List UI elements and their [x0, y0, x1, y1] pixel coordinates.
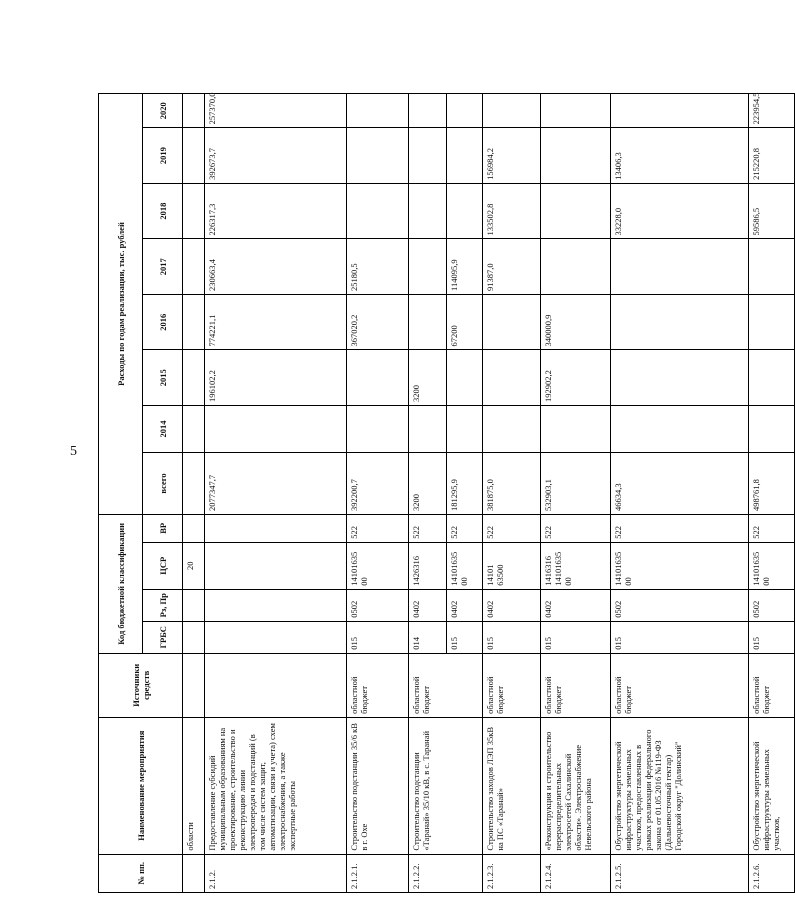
row-2014 — [541, 406, 611, 453]
row-total — [183, 453, 205, 515]
row-2014 — [483, 406, 541, 453]
row-grbs: 015 — [483, 621, 541, 653]
row-total: 392200,7 — [347, 453, 409, 515]
row-csr — [205, 542, 347, 589]
row-2017 — [541, 239, 611, 295]
header-total: всего — [143, 453, 183, 515]
header-year: 2017 — [143, 239, 183, 295]
table-row — [749, 94, 795, 893]
row-num: 2.1.2.5. — [611, 854, 749, 892]
row-name: «Реконструкция и строительство перераспределительных электросетей Сахалинской области». Электроснабжение Невельского района — [541, 717, 611, 854]
row-2014 — [409, 406, 447, 453]
row-grbs: 015 — [611, 621, 749, 653]
header-code: Код бюджетной классификации — [99, 514, 143, 653]
row-2020 — [183, 94, 205, 128]
row-2019: 215220,8 — [749, 128, 795, 184]
row-vr — [205, 514, 347, 542]
table-row — [483, 94, 541, 893]
row-name: Строительство заходов ЛЭП 35кВ на ПС «Таранай» — [483, 717, 541, 854]
row-2018 — [347, 183, 409, 239]
row-2020 — [409, 94, 447, 128]
row-rzpr: 0402 — [409, 589, 447, 621]
row-total: 498761,8 — [749, 453, 795, 515]
header-year: 2014 — [143, 406, 183, 453]
row-2019 — [541, 128, 611, 184]
budget-table — [98, 93, 795, 893]
row-total: 381875,0 — [483, 453, 541, 515]
row-num: 2.1.2.6. — [749, 854, 795, 892]
row-2016: 774221,1 — [205, 294, 347, 350]
header-year: 2020 — [143, 94, 183, 128]
row-name: Обустройство энергетической инфраструктуры земельных участков, предоставленных в рамках реализации федерального закона от 01.05.2016 №119-ФЗ (Дальневосточный гектар) Городской округ "Долинский" — [611, 717, 749, 854]
row-total: 2077347,7 — [205, 453, 347, 515]
header-rzpr: Рз, Пр — [143, 589, 183, 621]
row-grbs — [183, 621, 205, 653]
row-grbs: 015 — [447, 621, 483, 653]
row-2016 — [483, 294, 541, 350]
row-2018 — [183, 183, 205, 239]
row-2018 — [409, 183, 447, 239]
row-2017: 25180,5 — [347, 239, 409, 295]
row-name: области — [183, 717, 205, 854]
row-2015 — [749, 350, 795, 406]
row-source — [205, 653, 347, 717]
row-rzpr: 0502 — [611, 589, 749, 621]
row-grbs: 015 — [749, 621, 795, 653]
row-2016 — [183, 294, 205, 350]
row-csr: 14101635 00 — [347, 542, 409, 589]
row-2017: 230663,4 — [205, 239, 347, 295]
row-total: 46634,3 — [611, 453, 749, 515]
row-rzpr: 0402 — [447, 589, 483, 621]
row-2016: 367020,2 — [347, 294, 409, 350]
row-source — [183, 653, 205, 717]
table-row — [409, 94, 447, 893]
row-vr: 522 — [611, 514, 749, 542]
row-grbs: 015 — [541, 621, 611, 653]
table-row — [347, 94, 409, 893]
header-name: Наименование мероприятия — [99, 717, 183, 854]
row-2017 — [611, 239, 749, 295]
row-num — [183, 854, 205, 892]
row-rzpr: 0402 — [483, 589, 541, 621]
row-csr: 14101 63500 — [483, 542, 541, 589]
row-num: 2.1.2.1. — [347, 854, 409, 892]
row-2020: 257370,0 — [205, 94, 347, 128]
row-2016 — [611, 294, 749, 350]
header-year: 2016 — [143, 294, 183, 350]
row-rzpr: 0402 — [541, 589, 611, 621]
page-number: 5 — [70, 444, 77, 459]
row-2018: 226317,3 — [205, 183, 347, 239]
row-2019 — [447, 128, 483, 184]
row-2017 — [409, 239, 447, 295]
table-row — [183, 94, 205, 893]
row-total: 532903,1 — [541, 453, 611, 515]
row-num: 2.1.2.3. — [483, 854, 541, 892]
table-body — [183, 94, 795, 893]
header-num: № пп. — [99, 854, 183, 892]
header-grbs: ГРБС — [143, 621, 183, 653]
table-row — [205, 94, 347, 893]
row-2018 — [541, 183, 611, 239]
row-rzpr: 0502 — [749, 589, 795, 621]
row-2015: 3200 — [409, 350, 447, 406]
row-2016: 340000,9 — [541, 294, 611, 350]
row-2015: 196102,2 — [205, 350, 347, 406]
header-csr: ЦСР — [143, 542, 183, 589]
row-source: областной бюджет — [409, 653, 483, 717]
row-2019 — [409, 128, 447, 184]
row-2014 — [611, 406, 749, 453]
row-2014 — [205, 406, 347, 453]
row-2018: 133502,8 — [483, 183, 541, 239]
row-2016 — [409, 294, 447, 350]
row-2015 — [183, 350, 205, 406]
row-2015: 192902,2 — [541, 350, 611, 406]
row-source: областной бюджет — [611, 653, 749, 717]
row-vr: 522 — [447, 514, 483, 542]
row-csr: 1426316 — [409, 542, 447, 589]
row-2019 — [183, 128, 205, 184]
header-year: 2015 — [143, 350, 183, 406]
row-grbs — [205, 621, 347, 653]
row-csr: 1416316 14101635 00 — [541, 542, 611, 589]
row-2014 — [749, 406, 795, 453]
row-csr: 20 — [183, 542, 205, 589]
row-total: 3200 — [409, 453, 447, 515]
row-vr: 522 — [541, 514, 611, 542]
row-2015 — [447, 350, 483, 406]
row-grbs: 015 — [347, 621, 409, 653]
row-num: 2.1.2. — [205, 854, 347, 892]
header-year: 2018 — [143, 183, 183, 239]
row-2017 — [749, 239, 795, 295]
row-2017: 91387,0 — [483, 239, 541, 295]
row-name: Обустройство энергетической инфраструктуры земельных участков, — [749, 717, 795, 854]
row-2019 — [347, 128, 409, 184]
row-rzpr — [205, 589, 347, 621]
table-row — [541, 94, 611, 893]
row-2016 — [749, 294, 795, 350]
row-2014 — [347, 406, 409, 453]
row-rzpr — [183, 589, 205, 621]
row-2018: 33228,0 — [611, 183, 749, 239]
row-2019: 392673,7 — [205, 128, 347, 184]
header-expenses: Расходы по годам реализации, тыс. рублей — [99, 94, 143, 515]
row-name: Предоставление субсидий муниципальным образованиям на проектирование, строительство и реконструкцию линии электропередач и подстанций (в том числе систем защит, автоматизации, связи и учета) схем электроснабжения, а также экспертные работы — [205, 717, 347, 854]
row-2015 — [347, 350, 409, 406]
row-2015 — [611, 350, 749, 406]
row-name: Строительство подстанции 35/6 кВ в г. Охе — [347, 717, 409, 854]
header-source: Источники средств — [99, 653, 183, 717]
row-2020 — [611, 94, 749, 128]
row-vr: 522 — [483, 514, 541, 542]
row-csr: 14101635 00 — [447, 542, 483, 589]
row-2020 — [447, 94, 483, 128]
row-2017 — [183, 239, 205, 295]
row-2018 — [447, 183, 483, 239]
row-num: 2.1.2.2. — [409, 854, 483, 892]
row-2014 — [183, 406, 205, 453]
row-rzpr: 0502 — [347, 589, 409, 621]
row-2018: 59586,5 — [749, 183, 795, 239]
row-num: 2.1.2.4. — [541, 854, 611, 892]
rotated-table-container — [98, 92, 781, 893]
row-2019: 156984,2 — [483, 128, 541, 184]
row-2020 — [541, 94, 611, 128]
row-vr: 522 — [749, 514, 795, 542]
row-2015 — [483, 350, 541, 406]
row-total: 181295,9 — [447, 453, 483, 515]
row-source: областной бюджет — [483, 653, 541, 717]
table-row — [611, 94, 749, 893]
header-year: 2019 — [143, 128, 183, 184]
row-2020 — [483, 94, 541, 128]
row-2019: 13406,3 — [611, 128, 749, 184]
row-vr: 522 — [347, 514, 409, 542]
row-2014 — [447, 406, 483, 453]
row-csr: 14101635 00 — [749, 542, 795, 589]
row-2020 — [347, 94, 409, 128]
row-grbs: 014 — [409, 621, 447, 653]
row-2020: 223954,5 — [749, 94, 795, 128]
row-name: Строительство подстанции «Таранай» 35/10 кВ, в с. Таранай — [409, 717, 483, 854]
row-csr: 14101635 00 — [611, 542, 749, 589]
row-2017: 114095,9 — [447, 239, 483, 295]
row-source: областной бюджет — [347, 653, 409, 717]
row-source: областной бюджет — [749, 653, 795, 717]
row-2016: 67200 — [447, 294, 483, 350]
row-vr — [183, 514, 205, 542]
row-vr: 522 — [409, 514, 447, 542]
header-vr: ВР — [143, 514, 183, 542]
row-source: областной бюджет — [541, 653, 611, 717]
